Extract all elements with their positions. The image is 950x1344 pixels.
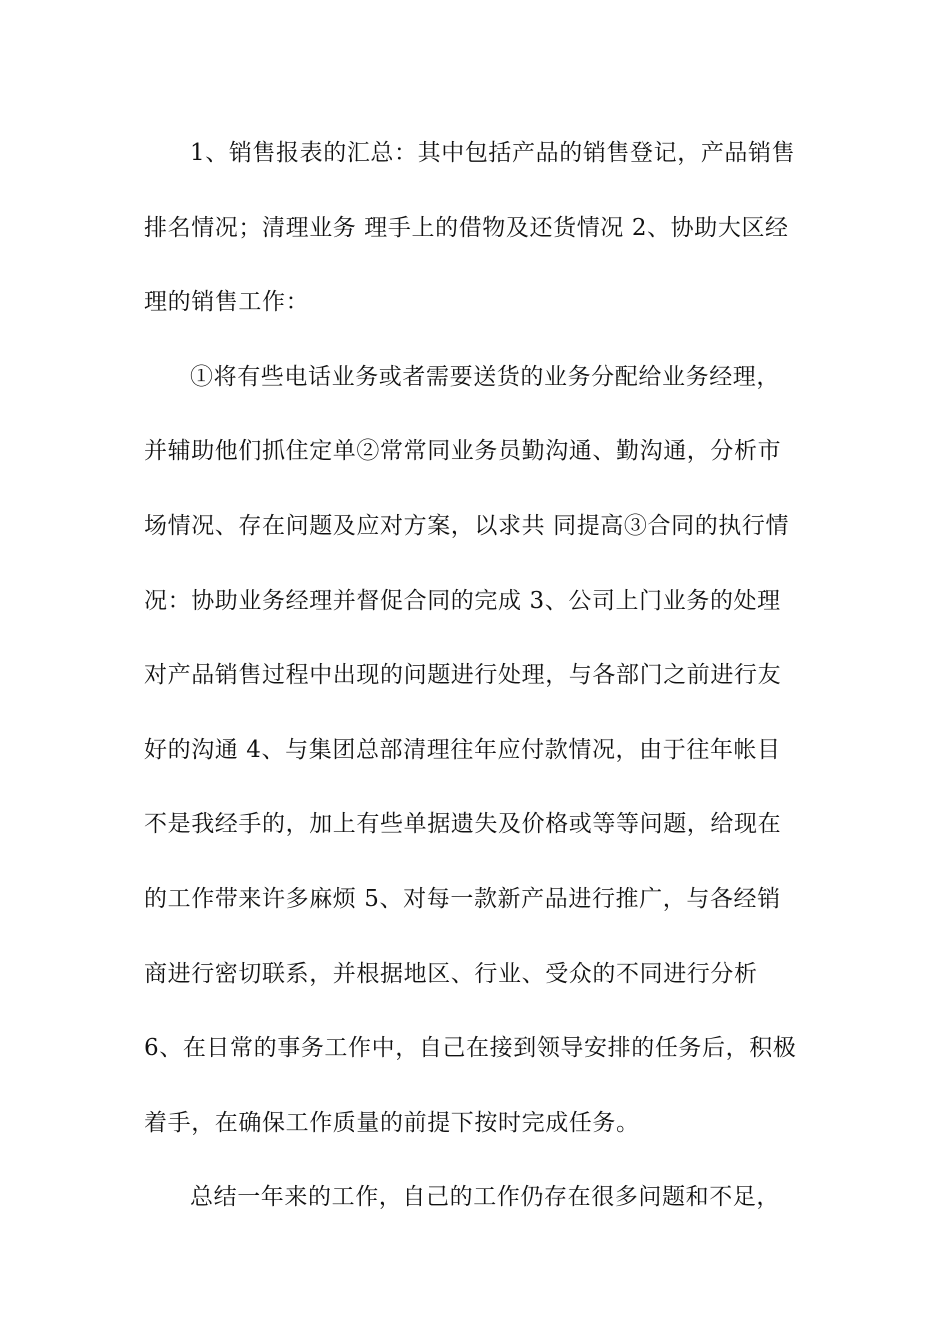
text-line: 理的销售工作： — [144, 289, 310, 316]
text-line: 并辅助他们抓住定单②常常同业务员勤沟通、勤沟通，分析市 — [144, 438, 782, 465]
text-line: 总结一年来的工作，自己的工作仍存在很多问题和不足， — [190, 1184, 780, 1211]
text-line: 1、销售报表的汇总：其中包括产品的销售登记，产品销售 — [190, 140, 796, 166]
text-line: 场情况、存在问题及应对方案，以求共 同提高③合同的执行情 — [144, 512, 790, 539]
text-line: 对产品销售过程中出现的问题进行处理，与各部门之前进行友 — [144, 662, 782, 689]
text-line: 况：协助业务经理并督促合同的完成 3、公司上门业务的处理 — [144, 587, 781, 614]
text-line: 的工作带来许多麻烦 5、对每一款新产品进行推广，与各经销 — [144, 885, 781, 912]
text-line: ①将有些电话业务或者需要送货的业务分配给业务经理， — [190, 363, 780, 390]
body-text — [144, 134, 810, 1253]
text-line: 好的沟通 4、与集团总部清理往年应付款情况，由于往年帐目 — [144, 736, 781, 763]
text-line: 着手，在确保工作质量的前提下按时完成任务。 — [144, 1109, 640, 1136]
text-line: 不是我经手的，加上有些单据遗失及价格或等等问题，给现在 — [144, 811, 782, 838]
text-line: 排名情况；清理业务 理手上的借物及还货情况 2、协助大区经 — [144, 214, 789, 241]
text-line: 商进行密切联系，并根据地区、行业、受众的不同进行分析 — [144, 960, 758, 987]
text-line: 6、在日常的事务工作中，自己在接到领导安排的任务后，积极 — [144, 1035, 797, 1062]
